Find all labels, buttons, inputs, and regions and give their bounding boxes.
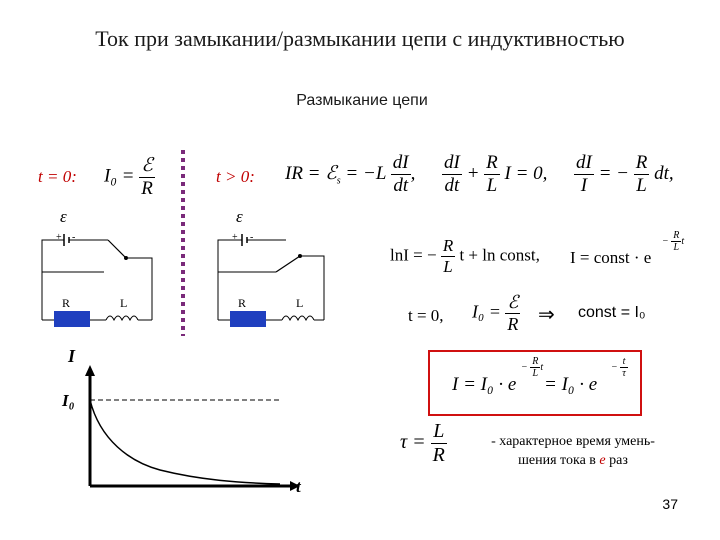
circuit2-l: L: [296, 296, 304, 310]
const-exp-t: t: [681, 235, 685, 247]
tau-desc-2a: шения тока в: [518, 453, 600, 468]
bx1-r: R: [532, 356, 539, 367]
i0r-r: R: [507, 314, 519, 334]
eq3-eq: = −: [598, 162, 629, 184]
ln-rest: t + ln const,: [459, 245, 540, 265]
i0r-lhs: I₀ =: [472, 301, 501, 322]
eq1-dt: dt: [393, 175, 409, 196]
slide-subtitle: Размыкание цепи: [296, 92, 428, 109]
eq1-di: dI: [392, 152, 409, 173]
decay-curve: [90, 400, 280, 484]
ln-lhs: lnI = −: [390, 245, 437, 265]
eq2-r: R: [486, 152, 498, 173]
r-den: R: [141, 178, 153, 199]
const-lhs: I = const · e: [570, 248, 652, 267]
eq3-r: R: [635, 152, 648, 173]
boxed-mid: = I₀ · e: [544, 374, 598, 395]
decay-graph: [61, 346, 302, 496]
slide-title: Ток при замыкании/размыкании цепи с индуктивностью: [95, 26, 625, 51]
resistor1: [54, 311, 90, 327]
eq1-lhs: IR = ℰ: [285, 162, 337, 184]
circuit-open: [218, 207, 324, 327]
emf-num: ℰ: [139, 154, 155, 178]
tau-desc-e: e: [599, 453, 606, 468]
circuit2-minus: -: [250, 232, 254, 243]
graph-xlabel: t: [296, 477, 301, 496]
bx1-minus: −: [521, 361, 528, 373]
switch1: [108, 240, 126, 258]
t-gt0-label: t > 0:: [216, 167, 255, 186]
tau-r: R: [432, 444, 445, 466]
circuit1-r: R: [62, 296, 71, 310]
eq3-i: I: [580, 175, 588, 196]
tau-lhs: τ =: [400, 431, 426, 454]
eq2-dt: dt: [444, 175, 460, 196]
circuit1-l: L: [120, 296, 128, 310]
bx1-l: L: [532, 368, 539, 379]
inductor2: [282, 316, 314, 320]
graph-ylabel: I: [68, 346, 76, 366]
eq2-l: L: [486, 175, 498, 196]
bx2-t: t: [620, 356, 628, 368]
eq3-l: L: [636, 175, 647, 196]
bx2-tau: τ: [622, 368, 626, 379]
const-equals-i0: const = I₀: [578, 304, 646, 321]
t0-label: t = 0:: [38, 167, 77, 186]
page-number: 37: [662, 496, 678, 512]
const-exp-l: L: [673, 242, 680, 253]
bx1-t: t: [540, 361, 544, 373]
i0-lhs: I₀ =: [104, 165, 135, 187]
bx2-minus: −: [611, 361, 618, 373]
tau-l: L: [431, 420, 447, 444]
resistor2: [230, 311, 266, 327]
eq1-sub: s: [336, 175, 341, 187]
i0r-emf: ℰ: [505, 292, 520, 314]
eq3-end: dt,: [654, 162, 674, 184]
circuit1-minus: -: [72, 232, 76, 243]
circuit1-emf: ε: [60, 207, 67, 226]
circuit2-emf: ε: [236, 207, 243, 226]
circuit-closed: [42, 207, 152, 327]
implies-arrow: ⇒: [538, 304, 555, 326]
t0-condition: t = 0,: [408, 306, 444, 325]
ln-r: R: [442, 236, 454, 255]
eq2-rest: I = 0,: [504, 162, 548, 184]
eq2-plus: +: [466, 162, 480, 184]
circuit1-plus: +: [56, 232, 62, 243]
eq1-comma: ,: [410, 162, 416, 184]
circuit2-plus: +: [232, 232, 238, 243]
tau-desc-1: - характерное время умень-: [491, 434, 655, 449]
eq2-di: dI: [444, 152, 460, 173]
ln-l: L: [443, 257, 453, 276]
switch2: [276, 256, 300, 272]
circuit2-r: R: [238, 296, 247, 310]
tau-desc-2b: раз: [605, 453, 628, 468]
eq1-mid: = −L: [345, 162, 387, 184]
const-exp-minus: −: [662, 235, 669, 247]
inductor1: [106, 316, 138, 320]
const-exp-r: R: [673, 230, 680, 241]
boxed-lhs: I = I₀ · e: [452, 374, 517, 395]
graph-i0-label: I₀: [62, 391, 75, 410]
eq3-di: dI: [576, 152, 592, 173]
